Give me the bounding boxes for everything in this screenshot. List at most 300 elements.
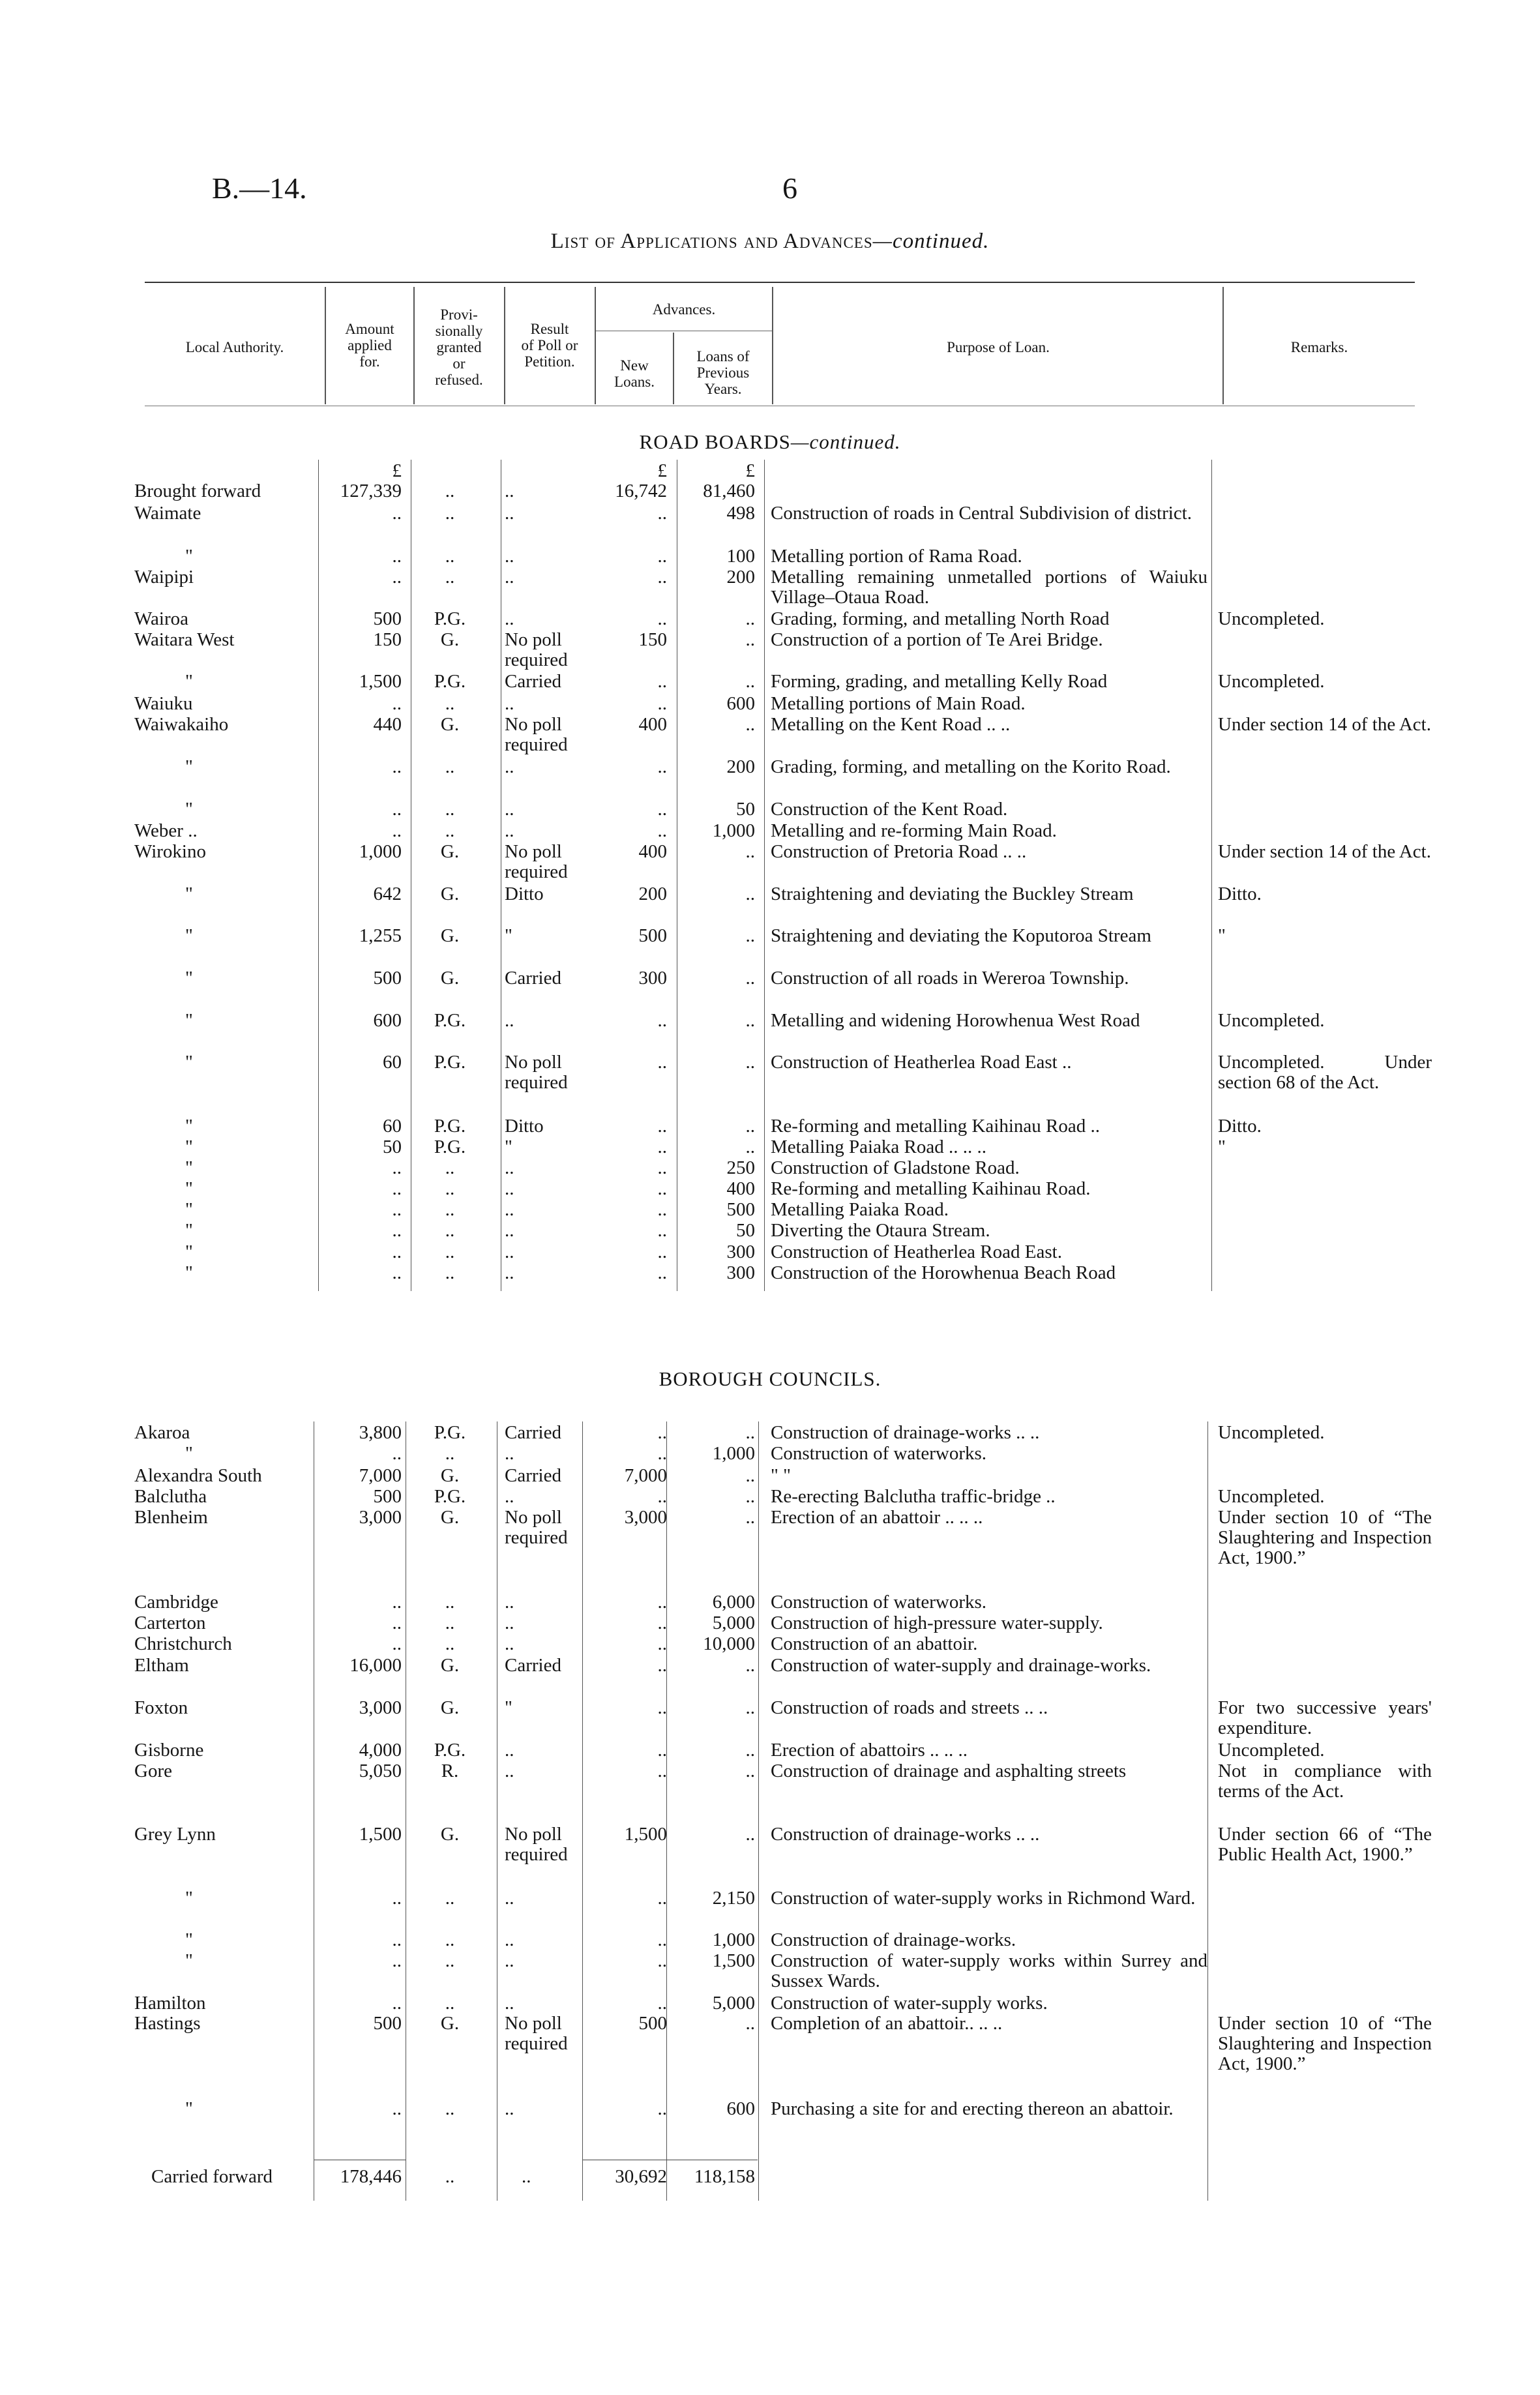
local-authority-cell: Christchurch [134, 1633, 232, 1654]
provisional-status-cell: G. [440, 1824, 460, 1845]
new-loans-cell: .. [657, 671, 667, 692]
remarks-cell: Under section 14 of the Act. [1218, 714, 1431, 735]
section-borough-councils: BOROUGH COUNCILS. [659, 1367, 881, 1390]
remarks-cell: Under section 14 of the Act. [1218, 841, 1431, 862]
local-authority-cell: Waitara West [134, 629, 235, 650]
local-authority-cell: " [185, 546, 193, 567]
amount-applied-cell: 7,000 [359, 1465, 402, 1486]
local-authority-cell: " [185, 1929, 193, 1950]
loan-purpose-cell: Construction of waterworks. [771, 1592, 987, 1613]
new-loans-cell: .. [657, 1761, 667, 1781]
col-result: Result of Poll or Petition. [521, 321, 578, 370]
new-loans-cell: .. [657, 693, 667, 714]
loan-purpose-cell: Straightening and deviating the Koputoroa Stream [771, 925, 1151, 946]
provisional-status-cell: .. [445, 1178, 455, 1199]
poll-result-cell: .. [505, 2098, 514, 2119]
previous-loans-cell: .. [745, 1010, 755, 1031]
poll-result-cell: Carried [505, 1465, 561, 1486]
poll-result-cell: No poll required [505, 1507, 568, 1548]
amount-applied-cell: 500 [373, 2013, 402, 2034]
new-loans-cell: .. [657, 1888, 667, 1909]
col-provisionally: Provi- sionally granted or refused. [435, 306, 483, 388]
previous-loans-cell: 400 [726, 1178, 755, 1199]
poll-result-cell: .. [505, 567, 514, 588]
poll-result-cell: .. [505, 799, 514, 820]
new-loans-cell: .. [657, 1486, 667, 1507]
local-authority-cell: " [185, 884, 193, 904]
new-loans-cell: .. [657, 1157, 667, 1178]
previous-loans-cell: .. [745, 1052, 755, 1073]
provisional-status-cell: .. [445, 799, 455, 820]
new-loans-cell: .. [657, 1116, 667, 1137]
loan-purpose-cell: Construction of Heatherlea Road East. [771, 1242, 1062, 1262]
previous-loans-cell: 600 [726, 2098, 755, 2119]
header-top-rule [145, 282, 1415, 283]
previous-loans-cell: 50 [736, 1220, 755, 1241]
local-authority-cell: Waiwakaiho [134, 714, 229, 735]
poll-result-cell: .. [505, 756, 514, 777]
local-authority-cell: " [185, 1157, 193, 1178]
remarks-cell: Uncompleted. [1218, 1010, 1325, 1031]
amount-applied-cell: .. [392, 1262, 402, 1283]
previous-loans-cell: 250 [726, 1157, 755, 1178]
loan-purpose-cell: Grading, forming, and metalling North Road [771, 608, 1110, 629]
local-authority-cell: " [185, 799, 193, 820]
amount-applied-cell: 127,339 [340, 481, 402, 501]
provisional-status-cell: .. [445, 1242, 455, 1262]
amount-applied-cell: .. [392, 820, 402, 841]
previous-loans-cell: .. [745, 1116, 755, 1137]
poll-result-cell: .. [505, 1220, 514, 1241]
remarks-cell: Uncompleted. [1218, 1422, 1325, 1443]
remarks-cell: Ditto. [1218, 1116, 1262, 1137]
remarks-cell: " [1218, 1137, 1226, 1157]
previous-loans-cell: .. [745, 1422, 755, 1443]
loan-purpose-cell: " " [771, 1465, 791, 1486]
poll-result-cell: .. [505, 1633, 514, 1654]
loan-purpose-cell: Construction of drainage-works. [771, 1929, 1016, 1950]
provisional-status-cell: R. [441, 1761, 459, 1781]
loan-purpose-cell: Metalling remaining unmetalled portions of Waiuku Village–Otaua Road. [771, 567, 1207, 608]
new-loans-cell: 200 [638, 884, 667, 904]
poll-result-cell: .. [505, 1888, 514, 1909]
carried-forward-result: .. [522, 2166, 531, 2187]
local-authority-cell: Gore [134, 1761, 172, 1781]
amount-applied-cell: 3,000 [359, 1507, 402, 1528]
local-authority-cell: Waimate [134, 503, 201, 524]
local-authority-cell: " [185, 1052, 193, 1073]
body-col-rule [758, 1421, 759, 2201]
poll-result-cell: Carried [505, 1655, 561, 1676]
loan-purpose-cell: Construction of roads in Central Subdivision of district. [771, 503, 1192, 524]
loan-purpose-cell: Construction of water-supply works. [771, 1993, 1048, 2014]
remarks-cell: Under section 66 of “The Public Health Act, 1900.” [1218, 1824, 1432, 1865]
poll-result-cell: " [505, 1697, 512, 1718]
provisional-status-cell: .. [445, 1993, 455, 2014]
poll-result-cell: No poll required [505, 629, 568, 670]
new-loans-cell: .. [657, 1697, 667, 1718]
loan-purpose-cell: Construction of water-supply works within Surrey and Sussex Wards. [771, 1950, 1207, 1991]
amount-applied-cell: .. [392, 1929, 402, 1950]
previous-loans-cell: .. [745, 1761, 755, 1781]
provisional-status-cell: P.G. [434, 1052, 466, 1073]
provisional-status-cell: .. [445, 1613, 455, 1633]
loan-purpose-cell: Construction of drainage-works .. .. [771, 1422, 1040, 1443]
provisional-status-cell: .. [445, 820, 455, 841]
previous-loans-cell: .. [745, 1486, 755, 1507]
loan-purpose-cell: Construction of water-supply and drainage-works. [771, 1655, 1151, 1676]
provisional-status-cell: .. [445, 1199, 455, 1220]
previous-loans-cell: .. [745, 1740, 755, 1761]
new-loans-cell: .. [657, 1443, 667, 1464]
new-loans-cell: .. [657, 1613, 667, 1633]
new-loans-cell: .. [657, 756, 667, 777]
new-loans-cell: .. [657, 546, 667, 567]
previous-loans-cell: 6,000 [712, 1592, 755, 1613]
poll-result-cell: No poll required [505, 2013, 568, 2054]
local-authority-cell: " [185, 1242, 193, 1262]
poll-result-cell: No poll required [505, 1824, 568, 1865]
carried-forward-new: 30,692 [615, 2166, 667, 2187]
new-loans-cell: .. [657, 1010, 667, 1031]
amount-applied-cell: .. [392, 1888, 402, 1909]
local-authority-cell: " [185, 1220, 193, 1241]
col-advances: Advances. [652, 301, 716, 318]
amount-applied-cell: .. [392, 1443, 402, 1464]
poll-result-cell: .. [505, 608, 514, 629]
col-remarks: Remarks. [1290, 339, 1348, 355]
previous-loans-cell: 1,000 [712, 820, 755, 841]
amount-applied-cell: .. [392, 1242, 402, 1262]
previous-loans-cell: .. [745, 2013, 755, 2034]
provisional-status-cell: G. [440, 884, 460, 904]
previous-loans-cell: .. [745, 884, 755, 904]
amount-applied-cell: 1,255 [359, 925, 402, 946]
poll-result-cell: .. [505, 1242, 514, 1262]
local-authority-cell: " [185, 1443, 193, 1464]
new-loans-cell: .. [657, 1199, 667, 1220]
previous-loans-cell: .. [745, 1655, 755, 1676]
poll-result-cell: .. [505, 1443, 514, 1464]
provisional-status-cell: G. [440, 714, 460, 735]
previous-loans-cell: .. [745, 608, 755, 629]
amount-applied-cell: 642 [373, 884, 402, 904]
loan-purpose-cell: Metalling and re-forming Main Road. [771, 820, 1057, 841]
amount-applied-cell: .. [392, 1950, 402, 1971]
col-new-loans: New Loans. [614, 357, 655, 390]
remarks-cell: " [1218, 925, 1226, 946]
new-loans-cell: .. [657, 1220, 667, 1241]
new-loans-cell: .. [657, 799, 667, 820]
provisional-status-cell: G. [440, 629, 460, 650]
new-loans-cell: £ [657, 460, 667, 481]
local-authority-cell: Hastings [134, 2013, 201, 2034]
new-loans-cell: .. [657, 567, 667, 588]
provisional-status-cell: G. [440, 1655, 460, 1676]
loan-purpose-cell: Purchasing a site for and erecting thereon an abattoir. [771, 2098, 1174, 2119]
section-road-boards: ROAD BOARDS—continued. [639, 430, 901, 453]
new-loans-cell: 500 [638, 2013, 667, 2034]
new-loans-cell: .. [657, 1929, 667, 1950]
new-loans-cell: .. [657, 1592, 667, 1613]
local-authority-cell: " [185, 1137, 193, 1157]
remarks-cell: Uncompleted. [1218, 671, 1325, 692]
amount-applied-cell: .. [392, 1178, 402, 1199]
provisional-status-cell: .. [445, 1929, 455, 1950]
local-authority-cell: Waiuku [134, 693, 193, 714]
amount-applied-cell: 50 [383, 1137, 402, 1157]
new-loans-cell: .. [657, 820, 667, 841]
provisional-status-cell: .. [445, 693, 455, 714]
loan-purpose-cell: Forming, grading, and metalling Kelly Road [771, 671, 1108, 692]
new-loans-cell: .. [657, 1740, 667, 1761]
body-col-rule [764, 460, 765, 1291]
amount-applied-cell: 60 [383, 1116, 402, 1137]
loan-purpose-cell: Construction of an abattoir. [771, 1633, 978, 1654]
amount-applied-cell: 5,050 [359, 1761, 402, 1781]
poll-result-cell: .. [505, 1157, 514, 1178]
local-authority-cell: Cambridge [134, 1592, 218, 1613]
loan-purpose-cell: Completion of an abattoir.. .. .. [771, 2013, 1003, 2034]
new-loans-cell: .. [657, 1655, 667, 1676]
new-loans-cell: .. [657, 1052, 667, 1073]
amount-applied-cell: .. [392, 693, 402, 714]
new-loans-cell: 16,742 [615, 481, 667, 501]
remarks-cell: Ditto. [1218, 884, 1262, 904]
loan-purpose-cell: Construction of high-pressure water-supply. [771, 1613, 1103, 1633]
remarks-cell: Under section 10 of “The Slaughtering and Inspection Act, 1900.” [1218, 2013, 1432, 2074]
remarks-cell: Uncompleted. [1218, 1486, 1325, 1507]
new-loans-cell: .. [657, 1178, 667, 1199]
poll-result-cell: .. [505, 1993, 514, 2014]
previous-loans-cell: 5,000 [712, 1613, 755, 1633]
poll-result-cell: .. [505, 1613, 514, 1633]
provisional-status-cell: .. [445, 567, 455, 588]
poll-result-cell: Ditto [505, 884, 544, 904]
previous-loans-cell: 600 [726, 693, 755, 714]
provisional-status-cell: .. [445, 1633, 455, 1654]
amount-applied-cell: 150 [373, 629, 402, 650]
amount-applied-cell: 16,000 [349, 1655, 402, 1676]
loan-purpose-cell: Construction of roads and streets .. .. [771, 1697, 1048, 1718]
loan-purpose-cell: Diverting the Otaura Stream. [771, 1220, 990, 1241]
loan-purpose-cell: Construction of all roads in Wereroa Township. [771, 968, 1129, 989]
body-col-rule [1207, 1421, 1208, 2201]
new-loans-cell: 400 [638, 841, 667, 862]
carried-forward-label: Carried forward [151, 2166, 273, 2187]
amount-applied-cell: .. [392, 1613, 402, 1633]
amount-applied-cell: 440 [373, 714, 402, 735]
local-authority-cell: Wirokino [134, 841, 206, 862]
provisional-status-cell: G. [440, 925, 460, 946]
poll-result-cell: .. [505, 1761, 514, 1781]
document-reference: B.—14. [212, 171, 307, 205]
poll-result-cell: .. [505, 1486, 514, 1507]
local-authority-cell: " [185, 1178, 193, 1199]
provisional-status-cell: G. [440, 2013, 460, 2034]
remarks-cell: Not in compliance with terms of the Act. [1218, 1761, 1432, 1802]
previous-loans-cell: 500 [726, 1199, 755, 1220]
loan-purpose-cell: Metalling on the Kent Road .. .. [771, 714, 1011, 735]
amount-applied-cell: 1,500 [359, 671, 402, 692]
local-authority-cell: " [185, 756, 193, 777]
poll-result-cell: .. [505, 1199, 514, 1220]
previous-loans-cell: 498 [726, 503, 755, 524]
provisional-status-cell: .. [445, 481, 455, 501]
amount-applied-cell: 60 [383, 1052, 402, 1073]
loan-purpose-cell: Construction of Gladstone Road. [771, 1157, 1020, 1178]
local-authority-cell: " [185, 2098, 193, 2119]
amount-applied-cell: .. [392, 1993, 402, 2014]
poll-result-cell: " [505, 925, 512, 946]
amount-applied-cell: 3,000 [359, 1697, 402, 1718]
poll-result-cell: No poll required [505, 1052, 568, 1093]
amount-applied-cell: 1,500 [359, 1824, 402, 1845]
loan-purpose-cell: Construction of a portion of Te Arei Bridge. [771, 629, 1103, 650]
local-authority-cell: " [185, 1888, 193, 1909]
provisional-status-cell: P.G. [434, 1010, 466, 1031]
new-loans-cell: 1,500 [624, 1824, 667, 1845]
provisional-status-cell: .. [445, 546, 455, 567]
amount-applied-cell: 600 [373, 1010, 402, 1031]
previous-loans-cell: 300 [726, 1262, 755, 1283]
amount-applied-cell: .. [392, 1592, 402, 1613]
carried-forward-pg: .. [445, 2166, 455, 2187]
previous-loans-cell: 10,000 [703, 1633, 755, 1654]
previous-loans-cell: .. [745, 925, 755, 946]
provisional-status-cell: P.G. [434, 1740, 466, 1761]
new-loans-cell: .. [657, 1993, 667, 2014]
amount-applied-cell: .. [392, 546, 402, 567]
amount-applied-cell: 3,800 [359, 1422, 402, 1443]
loan-purpose-cell: Construction of the Horowhenua Beach Road [771, 1262, 1116, 1283]
amount-applied-cell: .. [392, 756, 402, 777]
loan-purpose-cell: Metalling portion of Rama Road. [771, 546, 1022, 567]
provisional-status-cell: .. [445, 503, 455, 524]
poll-result-cell: .. [505, 1950, 514, 1971]
local-authority-cell: " [185, 968, 193, 989]
previous-loans-cell: .. [745, 841, 755, 862]
poll-result-cell: " [505, 1137, 512, 1157]
local-authority-cell: Brought forward [134, 481, 261, 501]
amount-applied-cell: .. [392, 1220, 402, 1241]
amount-applied-cell: 500 [373, 968, 402, 989]
provisional-status-cell: .. [445, 1220, 455, 1241]
provisional-status-cell: .. [445, 1592, 455, 1613]
local-authority-cell: Hamilton [134, 1993, 206, 2014]
provisional-status-cell: P.G. [434, 1422, 466, 1443]
provisional-status-cell: G. [440, 1507, 460, 1528]
new-loans-cell: 500 [638, 925, 667, 946]
amount-applied-cell: 4,000 [359, 1740, 402, 1761]
amount-applied-cell: .. [392, 567, 402, 588]
provisional-status-cell: .. [445, 1443, 455, 1464]
poll-result-cell: No poll required [505, 714, 568, 755]
new-loans-cell: .. [657, 503, 667, 524]
new-loans-cell: .. [657, 1633, 667, 1654]
local-authority-cell: " [185, 1116, 193, 1137]
loan-purpose-cell: Metalling Paiaka Road. [771, 1199, 949, 1220]
body-col-rule [1211, 460, 1212, 1291]
local-authority-cell: " [185, 671, 193, 692]
provisional-status-cell: .. [445, 1157, 455, 1178]
provisional-status-cell: P.G. [434, 1486, 466, 1507]
previous-loans-cell: .. [745, 714, 755, 735]
new-loans-cell: 7,000 [624, 1465, 667, 1486]
local-authority-cell: " [185, 925, 193, 946]
provisional-status-cell: G. [440, 1465, 460, 1486]
local-authority-cell: Alexandra South [134, 1465, 262, 1486]
poll-result-cell: .. [505, 820, 514, 841]
previous-loans-cell: .. [745, 671, 755, 692]
amount-applied-cell: .. [392, 503, 402, 524]
loan-purpose-cell: Metalling Paiaka Road .. .. .. [771, 1137, 987, 1157]
new-loans-cell: .. [657, 1262, 667, 1283]
poll-result-cell: .. [505, 1740, 514, 1761]
provisional-status-cell: P.G. [434, 608, 466, 629]
remarks-cell: Under section 10 of “The Slaughtering and Inspection Act, 1900.” [1218, 1507, 1432, 1568]
local-authority-cell: Foxton [134, 1697, 188, 1718]
amount-applied-cell: .. [392, 1199, 402, 1220]
new-loans-cell: 150 [638, 629, 667, 650]
local-authority-cell: Blenheim [134, 1507, 208, 1528]
previous-loans-cell: £ [745, 460, 755, 481]
loan-purpose-cell: Construction of Heatherlea Road East .. [771, 1052, 1072, 1073]
poll-result-cell: .. [505, 503, 514, 524]
loan-purpose-cell: Erection of an abattoir .. .. .. [771, 1507, 983, 1528]
poll-result-cell: .. [505, 546, 514, 567]
loan-purpose-cell: Construction of the Kent Road. [771, 799, 1008, 820]
previous-loans-cell: 81,460 [703, 481, 755, 501]
page-title: List of Applications and Advances—continued. [550, 230, 990, 253]
new-loans-cell: .. [657, 1950, 667, 1971]
previous-loans-cell: 300 [726, 1242, 755, 1262]
local-authority-cell: " [185, 1199, 193, 1220]
poll-result-cell: .. [505, 1592, 514, 1613]
poll-result-cell: .. [505, 1178, 514, 1199]
amount-applied-cell: 500 [373, 608, 402, 629]
loan-purpose-cell: Re-forming and metalling Kaihinau Road. [771, 1178, 1091, 1199]
previous-loans-cell: 1,000 [712, 1443, 755, 1464]
loan-purpose-cell: Re-erecting Balclutha traffic-bridge .. [771, 1486, 1056, 1507]
col-previous-loans: Loans of Previous Years. [696, 348, 750, 397]
amount-applied-cell: .. [392, 2098, 402, 2119]
previous-loans-cell: 100 [726, 546, 755, 567]
new-loans-cell: .. [657, 1242, 667, 1262]
new-loans-cell: .. [657, 1422, 667, 1443]
local-authority-cell: Balclutha [134, 1486, 207, 1507]
previous-loans-cell: 200 [726, 567, 755, 588]
poll-result-cell: .. [505, 481, 514, 501]
previous-loans-cell: 1,000 [712, 1929, 755, 1950]
loan-purpose-cell: Metalling portions of Main Road. [771, 693, 1026, 714]
remarks-cell: Uncompleted. [1218, 1740, 1325, 1761]
provisional-status-cell: .. [445, 1950, 455, 1971]
amount-applied-cell: .. [392, 1633, 402, 1654]
amount-applied-cell: £ [392, 460, 402, 481]
loan-purpose-cell: Construction of waterworks. [771, 1443, 987, 1464]
local-authority-cell: Wairoa [134, 608, 189, 629]
local-authority-cell: Gisborne [134, 1740, 204, 1761]
local-authority-cell: Eltham [134, 1655, 189, 1676]
previous-loans-cell: 1,500 [712, 1950, 755, 1971]
poll-result-cell: No poll required [505, 841, 568, 882]
remarks-cell: For two successive years' expenditure. [1218, 1697, 1432, 1738]
local-authority-cell: Waipipi [134, 567, 194, 588]
provisional-status-cell: .. [445, 1888, 455, 1909]
local-authority-cell: Carterton [134, 1613, 206, 1633]
loan-purpose-cell: Metalling and widening Horowhenua West Road [771, 1010, 1140, 1031]
